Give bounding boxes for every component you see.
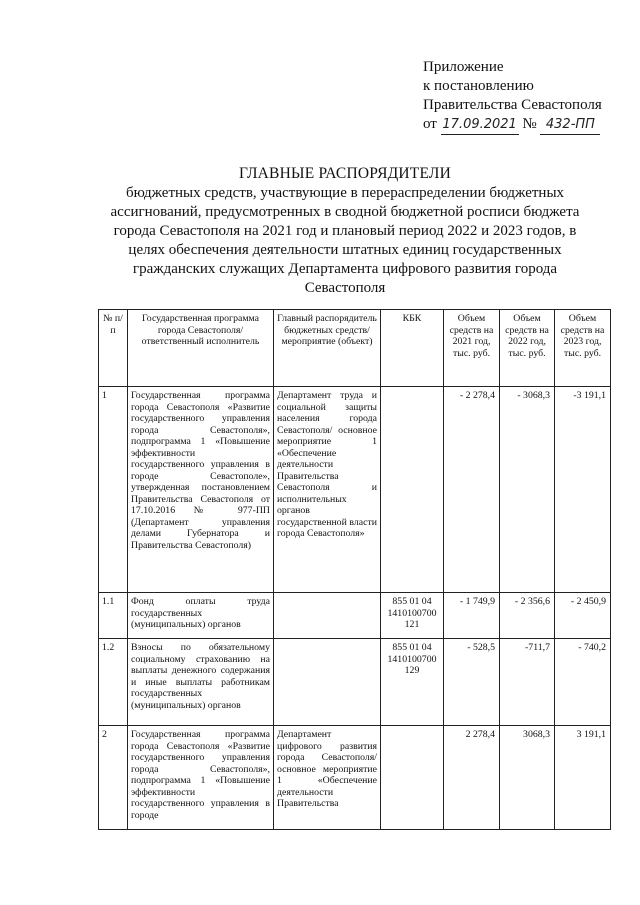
appendix-date-line	[423, 115, 633, 135]
cell-num: 1	[99, 387, 128, 593]
budget-table-wrap	[98, 309, 610, 830]
cell-kbk: 855 01 04 1410100700 121	[381, 593, 444, 639]
cell-2021: - 2 278,4	[444, 387, 500, 593]
header-2022: Объем средств на 2022 год, тыс. руб.	[500, 310, 555, 387]
cell-program: Государственная программа города Севастополя «Развитие государственного управления города Севастополя», подпрограмма 1 «Повышение эффективности государственного управления в городе Севастополе», утвержденная постановлением Правительства Севастополя от 17.10.2016 № 977-ПП (Департамент управления делами Губернатора и Правительства Севастополя)	[128, 387, 274, 593]
cell-manager: Департамент цифрового развития города Севастополя/ основное мероприятие 1 «Обеспечение деятельности Правительства	[274, 726, 381, 830]
cell-manager	[274, 593, 381, 639]
budget-table	[98, 309, 611, 830]
number-label: №	[522, 116, 537, 132]
cell-program: Фонд оплаты труда государственных (муниципальных) органов	[128, 593, 274, 639]
table-row	[99, 726, 611, 830]
cell-num: 1.2	[99, 639, 128, 726]
cell-2022: -711,7	[500, 639, 555, 726]
cell-2022: - 2 356,6	[500, 593, 555, 639]
cell-kbk	[381, 387, 444, 593]
header-2021: Объем средств на 2021 год, тыс. руб.	[444, 310, 500, 387]
header-program: Государственная программа города Севастополя/ответственный исполнитель	[128, 310, 274, 387]
resolution-number: 432-ПП	[540, 115, 600, 135]
cell-2023: 3 191,1	[555, 726, 611, 830]
cell-program: Государственная программа города Севастополя «Развитие государственного управления города Севастополя», подпрограмма 1 «Повышение эффективности государственного управления в городе	[128, 726, 274, 830]
from-label: от	[423, 116, 437, 132]
cell-2023: - 740,2	[555, 639, 611, 726]
cell-2022: - 3068,3	[500, 387, 555, 593]
header-manager: Главный распорядитель бюджетных средств/мероприятие (объект)	[274, 310, 381, 387]
appendix-header	[423, 58, 633, 135]
appendix-government-label: Правительства Севастополя	[423, 97, 602, 113]
title-main: ГЛАВНЫЕ РАСПОРЯДИТЕЛИ	[238, 165, 452, 182]
header-2023: Объем средств на 2023 год, тыс. руб.	[555, 310, 611, 387]
cell-2021: - 528,5	[444, 639, 500, 726]
cell-num: 1.1	[99, 593, 128, 639]
title-subtitle: бюджетных средств, участвующие в перераспределении бюджетных ассигнований, предусмотренных в сводной бюджетной росписи бюджета города Севастополя на 2021 год и плановый период 2022 и 2023 годов, в целях обеспечения деятельности штатных единиц государственных гражданских служащих Департамента цифрового развития города Севастополя	[110, 185, 580, 296]
table-row	[99, 387, 611, 593]
document-title	[100, 164, 590, 298]
table-row	[99, 593, 611, 639]
appendix-label: Приложение	[423, 59, 504, 75]
cell-num: 2	[99, 726, 128, 830]
cell-kbk: 855 01 04 1410100700 129	[381, 639, 444, 726]
header-kbk: КБК	[381, 310, 444, 387]
cell-manager: Департамент труда и социальной защиты населения города Севастополя/ основное мероприятие 1 «Обеспечение деятельности Правительства Севастополя и исполнительных органов государственной власти города Севастополя»	[274, 387, 381, 593]
cell-2023: - 2 450,9	[555, 593, 611, 639]
header-num: № п/п	[99, 310, 128, 387]
table-row	[99, 639, 611, 726]
cell-2021: 2 278,4	[444, 726, 500, 830]
cell-2023: -3 191,1	[555, 387, 611, 593]
cell-2021: - 1 749,9	[444, 593, 500, 639]
table-header-row	[99, 310, 611, 387]
resolution-date: 17.09.2021	[441, 115, 519, 135]
cell-program: Взносы по обязательному социальному страхованию на выплаты денежного содержания и иные выплаты работникам государственных (муниципальных) органов	[128, 639, 274, 726]
cell-2022: 3068,3	[500, 726, 555, 830]
appendix-resolution-label: к постановлению	[423, 78, 534, 94]
cell-kbk	[381, 726, 444, 830]
cell-manager	[274, 639, 381, 726]
